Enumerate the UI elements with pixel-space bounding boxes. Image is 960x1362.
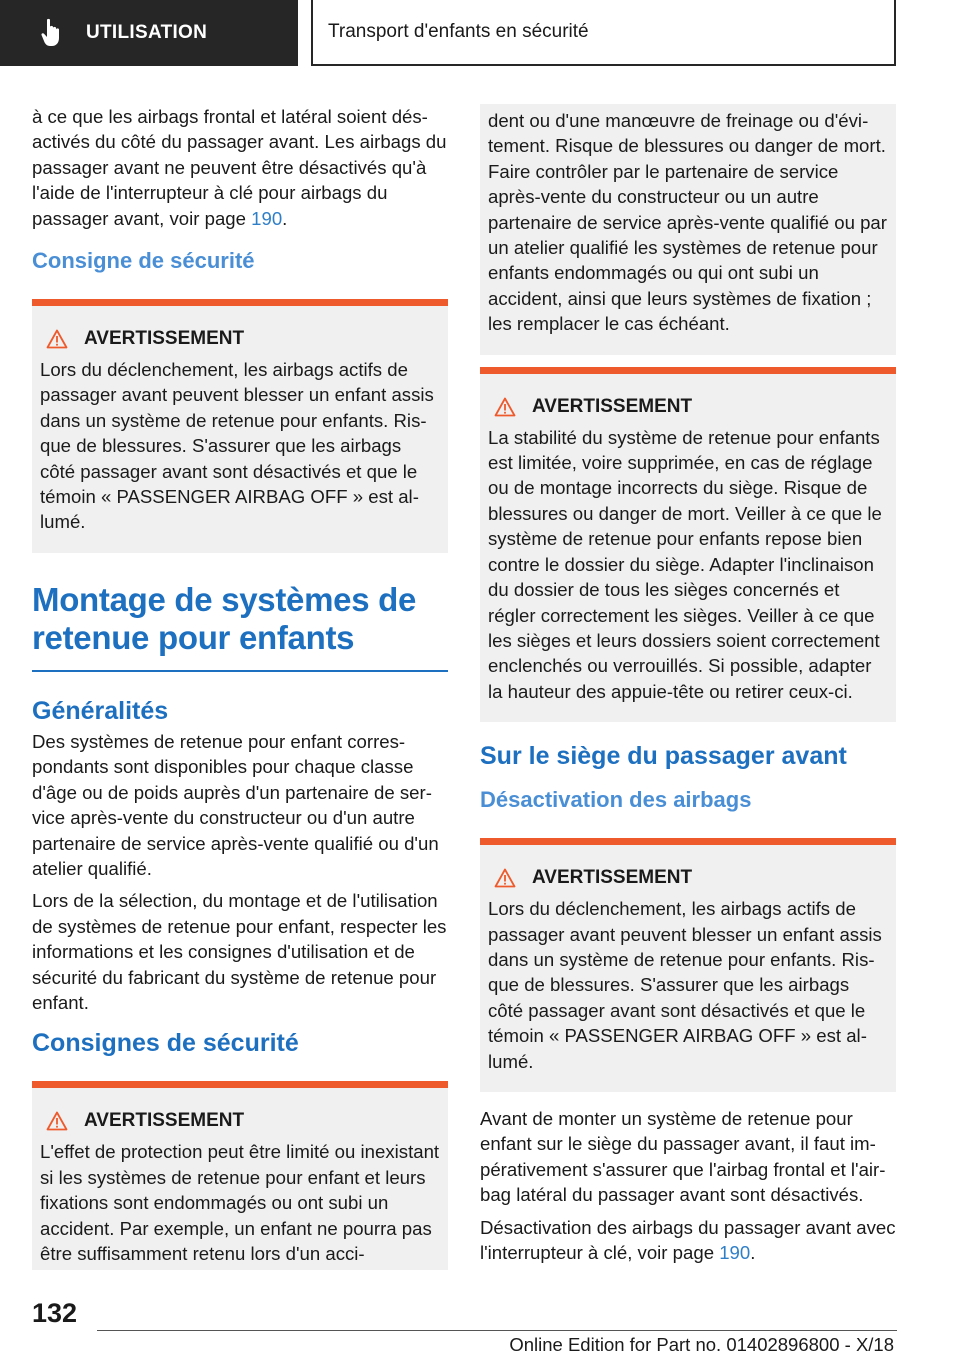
warning-box (480, 367, 896, 722)
warning-body: Lors du déclenchement, les airbags actifs de passager avant peuvent blesser un enfant assis dans un système de retenue pour enfants. Risque de blessures. S'assurer que les airbags côté passager avant sont désactivés et que le témoin « PASSENGER AIRBAG OFF » est allumé. (40, 359, 434, 533)
warning-title-text: AVERTISSEMENT (532, 395, 693, 417)
footer-rule (97, 1330, 897, 1331)
warning-body: L'effet de protection peut être limité ou inexistant si les systèmes de retenue pour enfant et leurs fixations sont endommagés ou ont subi un accident. Par exemple, un enfant ne pourra pas être suffisamment retenu lors d'un acci- (40, 1141, 440, 1264)
page-link-190[interactable]: 190 (719, 1242, 751, 1263)
warning-triangle-icon (46, 329, 68, 349)
page-header (0, 0, 960, 66)
intro-end: . (282, 207, 288, 229)
section-label: UTILISATION (86, 22, 208, 43)
warning-triangle-icon (494, 868, 516, 888)
generalites-heading: Généralités (32, 696, 169, 725)
warning-title-text: AVERTISSEMENT (84, 328, 245, 350)
warning-triangle-icon (46, 1111, 68, 1131)
warning-box (32, 1081, 448, 1270)
pointing-hand-icon (40, 18, 66, 48)
warning-title (40, 1110, 440, 1132)
warning-title (40, 328, 440, 350)
intro-paragraph (32, 104, 448, 231)
generalites-paragraph-2: Lors de la sélection, du montage et de l'utilisation de systèmes de retenue pour enfant, respecter les informations et les consignes d'utilisation et de sécurité du fabricant du système de retenue pour enfant. (32, 890, 447, 1013)
desactivation-paragraph (480, 1215, 896, 1266)
heading-rule (32, 670, 448, 672)
desactivation-heading: Désactivation des airbags (480, 787, 752, 813)
left-column (32, 104, 448, 1270)
page-link-190[interactable]: 190 (251, 207, 283, 229)
section-tab (0, 0, 298, 66)
warning-continuation (480, 104, 896, 355)
warning-title (488, 396, 888, 418)
chapter-title: Transport d'enfants en sécurité (311, 0, 896, 66)
siege-heading: Sur le siège du passager avant (480, 742, 847, 771)
generalites-paragraph-1: Des systèmes de retenue pour enfant correspondants sont disponibles pour chaque classe d'âge ou de poids auprès d'un partenaire de service après-vente du constructeur ou d'un autre partenaire de service après-vente qualifié ou d'un atelier qualifié. (32, 730, 439, 879)
consigne-heading: Consigne de sécurité (32, 248, 255, 274)
consignes-heading: Consignes de sécurité (32, 1029, 299, 1058)
desact-text: Désactivation des airbags du passager avant avec l'interrupteur à clé, voir page (480, 1216, 896, 1263)
warning-body: La stabilité du système de retenue pour enfants est limitée, voire supprimée, en cas de réglage ou de montage incorrects du siège. Risque de blessures ou danger de mort. Veiller à ce que le système de retenue pour enfants repose bien contre le dossier du siège. Adapter l'inclinaison du dossier de tous les sièges concernés et régler correctement les sièges. Veiller à ce que les sièges et leurs dossiers soient correctement enclenchés ou verrouillés. Si possible, adapter la hauteur des appuie-tête ou retirer ceux-ci. (488, 426, 882, 702)
warning-triangle-icon (494, 397, 516, 417)
desact-end: . (750, 1242, 756, 1263)
page-number: 132 (32, 1298, 78, 1328)
avant-paragraph: Avant de monter un système de retenue pour enfant sur le siège du passager avant, il faut impérativement s'assurer que l'airbag frontal et l'airbag latéral du passager avant sont désactivés. (480, 1107, 886, 1206)
intro-text: à ce que les airbags frontal et latéral soient désactivés du côté du passager avant. Les airbags du passager avant ne peuvent être désactivés qu'à l'aide de l'interrupteur à clé pour airbags du passager avant, voir page (32, 106, 447, 229)
warning-box (32, 299, 448, 553)
warning-box (480, 838, 896, 1092)
warning-title (488, 867, 888, 889)
spacer (480, 355, 896, 367)
montage-heading: Montage de systèmes de retenue pour enfants (32, 580, 417, 656)
warning-body: Lors du déclenchement, les airbags actifs de passager avant peuvent blesser un enfant assis dans un système de retenue pour enfants. Risque de blessures. S'assurer que les airbags côté passager avant sont désactivés et que le témoin « PASSENGER AIRBAG OFF » est allumé. (488, 898, 882, 1072)
warning-title-text: AVERTISSEMENT (532, 867, 693, 889)
edition-text: Online Edition for Part no. 01402896800 - X/18 (509, 1334, 894, 1355)
warning-body: dent ou d'une manœuvre de freinage ou d'évitement. Risque de blessures ou danger de mort. Faire contrôler par le partenaire de service après-vente du constructeur ou un autre partenaire de service après-vente qualifié ou par un atelier qualifié les systèmes de retenue pour enfants endommagés ou qui ont subi un accident, ainsi que leurs systèmes de fixation ; les remplacer le cas échéant. (488, 110, 887, 335)
warning-title-text: AVERTISSEMENT (84, 1110, 245, 1132)
right-column (480, 104, 896, 1272)
